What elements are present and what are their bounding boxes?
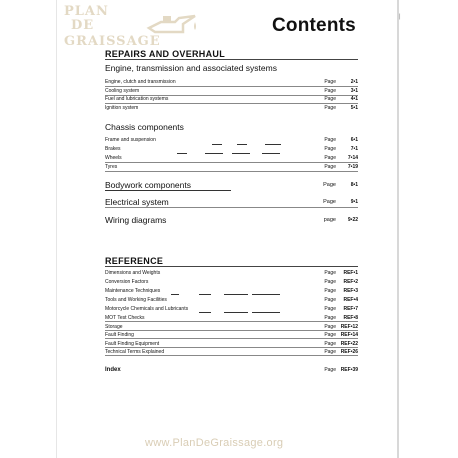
entry-page-number: REF•39	[340, 367, 358, 373]
dash	[177, 153, 187, 154]
entry-label: Maintenance Techniques	[105, 288, 161, 294]
logo-line-1: PLAN	[64, 4, 109, 19]
entry-label: Tools and Working Facilities	[105, 297, 167, 303]
entry-page-word: Page	[324, 367, 336, 373]
entry-page-word: Page	[324, 306, 336, 312]
row-rule	[105, 162, 358, 163]
entry-page-number: 9•22	[347, 217, 358, 223]
entry-page-number: 3•1	[350, 88, 358, 94]
entry-page-number: REF•14	[340, 332, 358, 338]
dash	[199, 312, 211, 313]
entry-page-word: Page	[324, 349, 336, 355]
entry-page-word: Page	[324, 341, 336, 347]
toc-entry-major[interactable]	[105, 215, 358, 227]
section-heading-repairs: REPAIRS AND OVERHAUL	[105, 49, 226, 59]
row-rule	[105, 207, 358, 208]
dash	[265, 144, 281, 145]
entry-page-word: Page	[324, 164, 336, 170]
entry-page-word: Page	[323, 199, 336, 205]
page-title: Contents	[272, 15, 356, 36]
watermark-logo	[61, 4, 201, 54]
toc-entry[interactable]	[105, 279, 358, 287]
dash	[171, 294, 179, 295]
entry-label: Cooling system	[105, 88, 140, 94]
row-rule	[105, 330, 358, 331]
entry-page-word: Page	[324, 332, 336, 338]
entry-label: Fault Finding	[105, 332, 134, 338]
dash	[212, 144, 222, 145]
dash	[252, 312, 280, 313]
row-rule	[105, 347, 358, 348]
entry-page-word: Page	[324, 105, 336, 111]
entry-page-number: REF•12	[340, 324, 358, 330]
dash	[237, 144, 247, 145]
entry-page-number: REF•2	[343, 279, 358, 285]
toc-entry[interactable]	[105, 105, 358, 113]
entry-page-number: 7•1	[350, 146, 358, 152]
dash	[105, 190, 231, 191]
entry-page-number: REF•7	[343, 306, 358, 312]
entry-label: Technical Terms Explained	[105, 349, 165, 355]
dash	[205, 153, 223, 154]
entry-page-word: Page	[324, 288, 336, 294]
toc-entry[interactable]	[105, 297, 358, 305]
group-heading-engine: Engine, transmission and associated systems	[105, 63, 277, 73]
entry-page-word: Page	[324, 155, 336, 161]
entry-label: Storage	[105, 324, 123, 330]
entry-page-number: 8•1	[350, 182, 358, 188]
entry-label: Bodywork components	[105, 180, 191, 190]
dash	[224, 294, 248, 295]
row-rule	[105, 86, 358, 87]
dash	[232, 153, 250, 154]
entry-label: MOT Test Checks	[105, 315, 145, 321]
entry-page-word: Page	[324, 324, 336, 330]
dash	[262, 153, 280, 154]
entry-label: Motorcycle Chemicals and Lubricants	[105, 306, 189, 312]
toc-entry-index[interactable]	[105, 367, 358, 375]
section-rule	[105, 266, 358, 267]
entry-label: Electrical system	[105, 197, 169, 207]
entry-label: Wheels	[105, 155, 122, 161]
row-rule	[105, 338, 358, 339]
entry-label: Frame and suspension	[105, 137, 156, 143]
entry-page-number: REF•26	[340, 349, 358, 355]
entry-page-number: REF•4	[343, 297, 358, 303]
entry-page-word: page	[323, 217, 336, 223]
entry-label: Tyres	[105, 164, 118, 170]
oil-can-icon	[145, 12, 201, 38]
entry-page-number: 6•1	[350, 137, 358, 143]
entry-label: Dimensions and Weights	[105, 270, 161, 276]
row-rule	[105, 103, 358, 104]
section-rule	[105, 59, 358, 60]
entry-page-number: 2•1	[350, 79, 358, 85]
entry-page-word: Page	[324, 79, 336, 85]
entry-page-word: Page	[324, 96, 336, 102]
toc-entry[interactable]	[105, 137, 358, 145]
entry-page-number: 5•1	[350, 105, 358, 111]
entry-page-number: REF•22	[340, 341, 358, 347]
page-edge-mark: |	[399, 14, 401, 20]
entry-page-word: Page	[324, 279, 336, 285]
entry-page-number: 7•19	[347, 164, 358, 170]
entry-page-number: 7•14	[347, 155, 358, 161]
dash	[199, 294, 211, 295]
logo-line-3: GRAISSAGE	[64, 34, 161, 49]
entry-label: Index	[105, 367, 121, 373]
row-rule	[105, 171, 358, 172]
row-rule	[105, 321, 358, 322]
dash	[252, 294, 280, 295]
entry-page-word: Page	[324, 270, 336, 276]
section-heading-reference: REFERENCE	[105, 256, 164, 266]
entry-page-word: Page	[324, 297, 336, 303]
page-edge	[397, 0, 399, 458]
entry-page-word: Page	[324, 88, 336, 94]
entry-label: Fuel and lubrication systems	[105, 96, 169, 102]
entry-label: Fault Finding Equipment	[105, 341, 160, 347]
dash	[224, 312, 248, 313]
entry-label: Engine, clutch and transmission	[105, 79, 176, 85]
watermark-url: www.PlanDeGraissage.org	[145, 437, 284, 449]
entry-page-number: REF•3	[343, 288, 358, 294]
entry-label: Brakes	[105, 146, 121, 152]
logo-line-2: DE	[71, 18, 95, 33]
row-rule	[105, 355, 358, 356]
entry-page-number: REF•8	[343, 315, 358, 321]
entry-page-word: Page	[324, 146, 336, 152]
entry-page-word: Page	[324, 315, 336, 321]
entry-page-number: 4•1	[350, 96, 358, 102]
entry-page-number: REF•1	[343, 270, 358, 276]
entry-page-number: 9•1	[350, 199, 358, 205]
entry-page-word: Page	[323, 182, 336, 188]
entry-label: Wiring diagrams	[105, 215, 167, 225]
group-heading-chassis: Chassis components	[105, 122, 184, 132]
entry-page-word: Page	[324, 137, 336, 143]
entry-label: Ignition system	[105, 105, 139, 111]
toc-entry[interactable]	[105, 270, 358, 278]
entry-label: Conversion Factors	[105, 279, 149, 285]
